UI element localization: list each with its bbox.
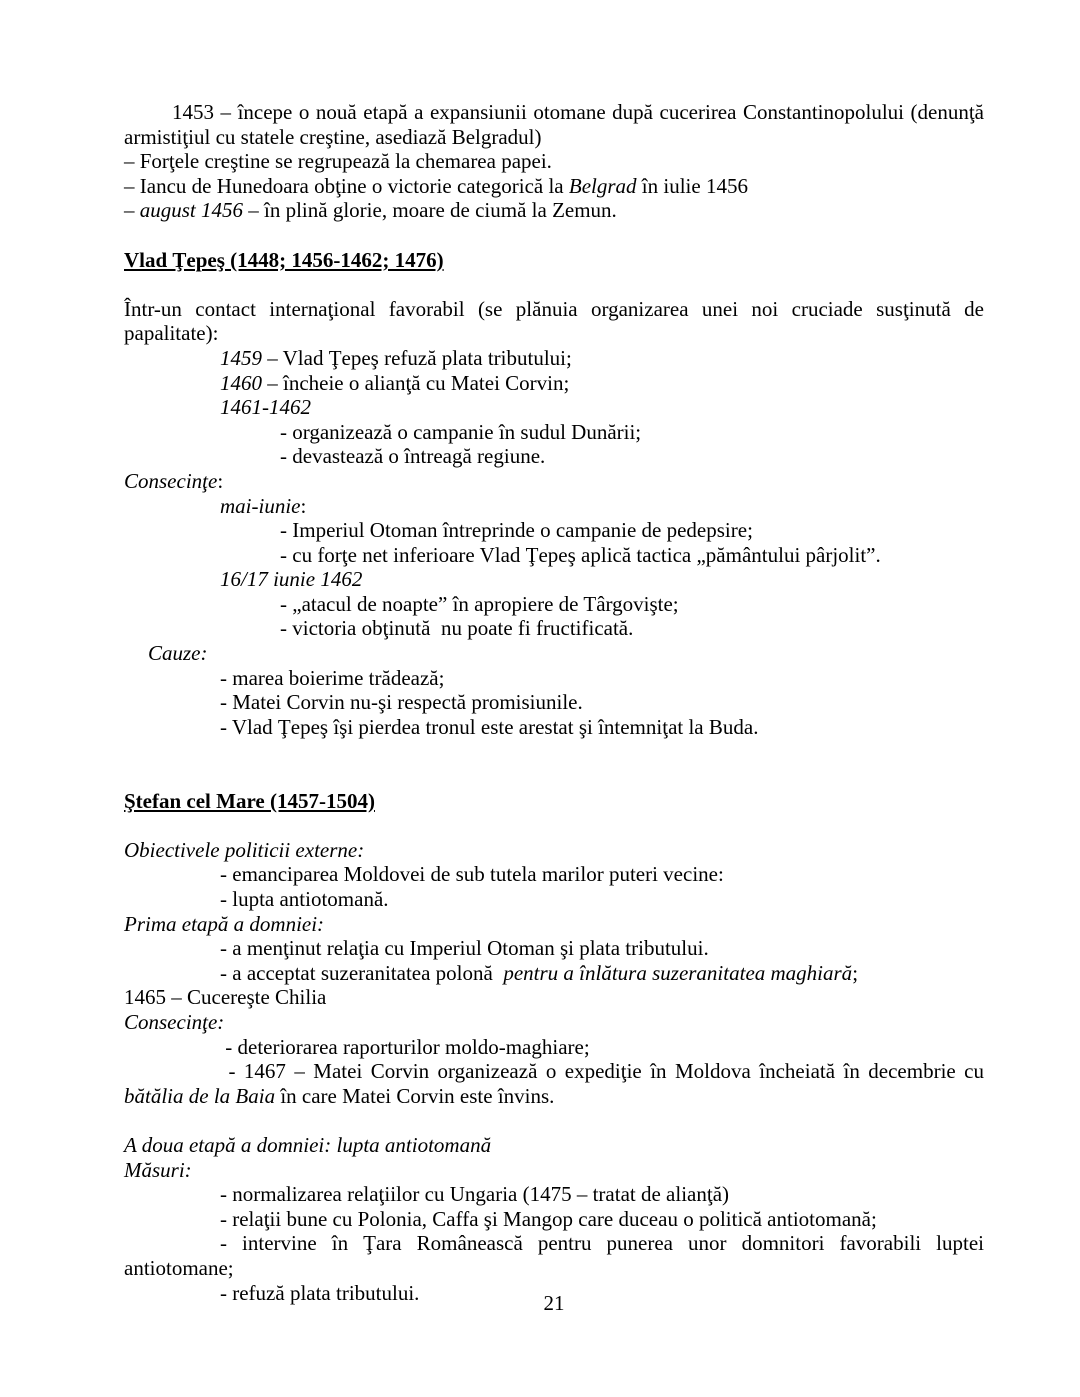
italic-text-run: 1461-1462 xyxy=(220,395,311,420)
text-run: ; xyxy=(852,960,859,985)
text-run: : xyxy=(300,493,307,518)
blank-line xyxy=(124,272,984,297)
section-heading xyxy=(124,789,984,814)
paragraph xyxy=(124,1059,990,1108)
text-run: - a menţinut relaţia cu Imperiul Otoman şi plata tributului. xyxy=(220,936,709,961)
paragraph xyxy=(124,296,990,346)
italic-text-run: august 1456 xyxy=(139,198,244,223)
text-run: în iulie 1456 xyxy=(636,173,748,198)
text-run: – Vlad Ţepeş refuză plata tributului; xyxy=(262,345,572,370)
blank-line xyxy=(124,1108,984,1133)
paragraph xyxy=(220,346,984,371)
text-run: – în plină glorie, moare de ciumă la Zemun. xyxy=(243,198,617,223)
italic-text-run: 1460 xyxy=(220,370,262,395)
text-run: - victoria obţinută nu poate fi fructificată. xyxy=(280,616,634,641)
paragraph xyxy=(280,420,984,445)
italic-text-run: bătălia de la Baia xyxy=(124,1083,276,1108)
text-run: Ştefan cel Mare (1457-1504) xyxy=(124,788,375,813)
paragraph xyxy=(220,862,984,887)
paragraph xyxy=(124,1010,984,1035)
blank-line xyxy=(124,813,984,838)
paragraph xyxy=(148,641,984,666)
paragraph xyxy=(124,985,984,1010)
text-run: - devastează o întreagă regiune. xyxy=(280,444,546,469)
paragraph xyxy=(124,912,984,937)
text-run: - deteriorarea raporturilor moldo-maghiare; xyxy=(220,1034,590,1059)
paragraph xyxy=(220,690,984,715)
text-run: - a acceptat suzeranitatea polonă xyxy=(220,960,504,985)
text-run: 1453 – începe o nouă etapă a expansiunii otomane după cucerirea Constantinopolului (denunţă armistiţiul cu statele creştine, asediază Belgradul) xyxy=(124,100,990,149)
paragraph xyxy=(280,444,984,469)
text-run: – încheie o alianţă cu Matei Corvin; xyxy=(262,370,570,395)
text-run: - emanciparea Moldovei de sub tutela marilor puteri vecine: xyxy=(220,862,724,887)
text-run: Într-un contact internaţional favorabil (se plănuia organizarea unei noi cruciade susţinută de papalitate): xyxy=(124,296,990,346)
paragraph xyxy=(124,198,984,223)
blank-line xyxy=(124,739,984,764)
text-run: - „atacul de noapte” în apropiere de Târgovişte; xyxy=(280,591,679,616)
text-run: - lupta antiotomană. xyxy=(220,887,389,911)
text-run: – Forţele creştine se regrupează la chemarea papei. xyxy=(124,149,552,174)
italic-text-run: mai-iunie xyxy=(220,493,301,518)
text-run: - refuză plata tributului. xyxy=(220,1280,420,1305)
paragraph xyxy=(220,1182,984,1207)
italic-text-run: 16/17 iunie 1462 xyxy=(220,567,363,592)
text-run: – Iancu de Hunedoara obţine o victorie categorică la xyxy=(124,173,569,198)
blank-line xyxy=(124,764,984,789)
paragraph xyxy=(124,100,990,149)
paragraph xyxy=(124,1231,990,1280)
text-run: - 1467 – Matei Corvin organizează o expediţie în Moldova încheiată în decembrie cu xyxy=(220,1059,990,1084)
paragraph xyxy=(220,494,984,519)
paragraph xyxy=(220,1207,984,1232)
paragraph xyxy=(220,371,984,396)
text-run: în care Matei Corvin este învins. xyxy=(275,1083,555,1108)
italic-text-run: Prima etapă a domniei: xyxy=(124,911,325,936)
paragraph xyxy=(124,174,984,199)
paragraph xyxy=(124,1133,984,1158)
italic-text-run: A doua etapă a domniei: lupta antiotomană xyxy=(124,1132,492,1157)
paragraph xyxy=(124,149,984,174)
text-run: - relaţii bune cu Polonia, Caffa şi Mangop care duceau o politică antiotomană; xyxy=(220,1206,877,1231)
italic-text-run: Belgrad xyxy=(568,173,637,198)
paragraph xyxy=(220,961,984,986)
paragraph xyxy=(280,518,984,543)
paragraph xyxy=(124,1158,984,1183)
text-run: - Imperiul Otoman întreprinde o campanie de pedepsire; xyxy=(280,518,753,543)
text-run: - normalizarea relaţiilor cu Ungaria (1475 – tratat de alianţă) xyxy=(220,1182,730,1207)
paragraph xyxy=(220,715,984,740)
text-run: – xyxy=(124,198,140,223)
page-number: 21 xyxy=(543,1291,565,1315)
italic-text-run: Măsuri: xyxy=(124,1157,192,1182)
italic-text-run: Consecinţe xyxy=(124,468,218,493)
text-run: - Matei Corvin nu-şi respectă promisiunile. xyxy=(220,690,583,715)
text-run: - cu forţe net inferioare Vlad Ţepeş aplică tactica „pământului pârjolit”. xyxy=(280,542,881,567)
text-run: - organizează o campanie în sudul Dunării; xyxy=(280,419,642,444)
paragraph xyxy=(220,567,984,592)
italic-text-run: Cauze: xyxy=(148,641,208,666)
text-run: - intervine în Ţara Românească pentru punerea unor domnitori favorabili luptei antiotomane; xyxy=(124,1231,990,1280)
blank-line xyxy=(124,223,984,248)
document-body xyxy=(124,100,990,1305)
paragraph xyxy=(220,887,984,912)
section-heading xyxy=(124,248,984,273)
italic-text-run: pentru a înlătura suzeranitatea maghiară xyxy=(503,960,853,985)
text-run: Vlad Ţepeş (1448; 1456-1462; 1476) xyxy=(124,247,444,272)
italic-text-run: Consecinţe: xyxy=(124,1009,225,1034)
text-run: : xyxy=(217,468,224,493)
paragraph xyxy=(220,395,984,420)
paragraph xyxy=(280,543,984,568)
paragraph xyxy=(124,838,984,863)
paragraph xyxy=(280,616,984,641)
paragraph xyxy=(220,666,984,691)
italic-text-run: Obiectivele politicii externe: xyxy=(124,837,365,862)
text-run: 1465 – Cucereşte Chilia xyxy=(124,985,327,1010)
paragraph xyxy=(124,469,984,494)
italic-text-run: 1459 xyxy=(220,345,262,370)
paragraph xyxy=(220,936,984,961)
text-run: - Vlad Ţepeş îşi pierdea tronul este arestat şi întemniţat la Buda. xyxy=(220,714,759,739)
paragraph xyxy=(220,1035,984,1060)
text-run: - marea boierime trădează; xyxy=(220,665,445,690)
paragraph xyxy=(280,592,984,617)
